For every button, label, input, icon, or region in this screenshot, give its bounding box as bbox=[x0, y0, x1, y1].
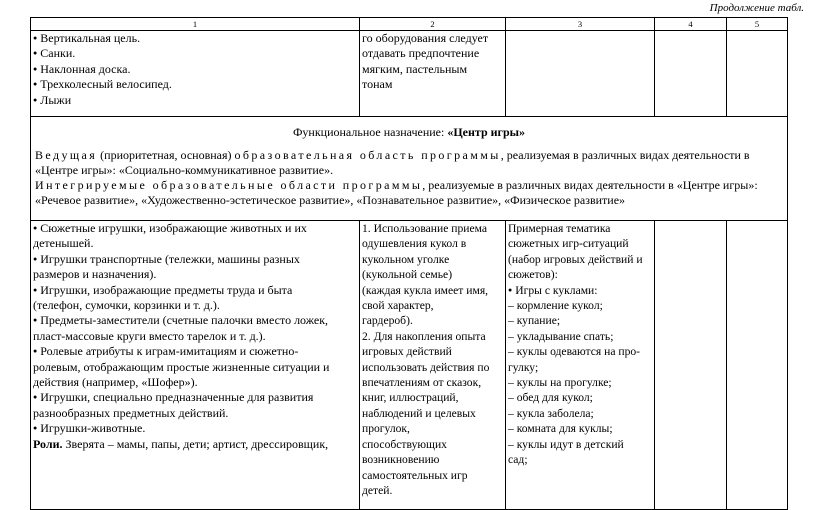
section-cell bbox=[31, 117, 788, 221]
text-line: гардероб). bbox=[362, 314, 413, 328]
list-item: ● Санки. bbox=[33, 46, 357, 61]
text-line: сюжетных игр-ситуаций bbox=[508, 237, 629, 251]
text-line: ● Предметы-заместители (счетные палочки вместо ложек, bbox=[33, 313, 357, 328]
bottom-row bbox=[31, 221, 788, 510]
text-line: ● Игрушки транспортные (тележки, машины разных bbox=[33, 252, 357, 267]
bottom-col-5-cell bbox=[727, 221, 788, 510]
text-line: 2. Для накопления опыта bbox=[362, 329, 486, 343]
continuation-label: Продолжение табл. bbox=[709, 2, 804, 14]
text-line: ● Сюжетные игрушки, изображающие животных и их bbox=[33, 221, 357, 236]
text-line: игровых действий bbox=[362, 345, 452, 359]
methods-list bbox=[362, 221, 503, 498]
text-line: – обед для кукол; bbox=[508, 391, 593, 405]
list-item: ● Лыжи bbox=[33, 93, 357, 108]
text-line: (каждая кукла имеет имя, bbox=[362, 283, 489, 297]
text-line: ● Ролевые атрибуты к играм-имитациям и сюжетно- bbox=[33, 344, 357, 359]
equipment-table bbox=[30, 17, 788, 510]
text-line: ● Игрушки-животные. bbox=[33, 421, 357, 436]
text-line: 1. Использование приема bbox=[362, 222, 488, 235]
header-col-4: 4 bbox=[655, 18, 727, 31]
integrated-areas-paragraph: Интегрируемые образовательные области программы, реализуемые в различных видах деятельности в «Центре игры»: «Речевое развитие», «Художественно-эстетическое развитие», «Познавательное развитие», «Физическое развитие» bbox=[35, 178, 758, 207]
text-line: (набор игровых действий и bbox=[508, 252, 643, 266]
text-line: – кукла заболела; bbox=[508, 406, 594, 420]
text-line: мягким, пастельным bbox=[362, 61, 468, 76]
text-line: книг, иллюстраций, bbox=[362, 391, 459, 405]
text-line: детенышей. bbox=[33, 236, 94, 251]
themes-list bbox=[508, 221, 652, 468]
text-line: – купание; bbox=[508, 314, 561, 328]
top-notes-cell bbox=[360, 31, 506, 117]
text-line: разнообразных предметных действий. bbox=[33, 405, 229, 420]
text-line: действия (например, «Шофер»). bbox=[33, 375, 198, 390]
text-line: отдавать предпочтение bbox=[362, 46, 480, 61]
text-line: ролевым, отображающим простые жизненные ситуации и bbox=[33, 359, 330, 374]
text-line: наблюдений и целевых bbox=[362, 406, 476, 420]
top-col-3-cell bbox=[506, 31, 655, 117]
text-line: одушевления кукол в bbox=[362, 237, 467, 251]
top-row bbox=[31, 31, 788, 117]
list-item: ● Трехколесный велосипед. bbox=[33, 77, 357, 92]
section-row bbox=[31, 117, 788, 221]
text-line: – куклы одеваются на про- bbox=[508, 345, 641, 359]
text-line: – комната для куклы; bbox=[508, 422, 613, 436]
top-equipment-cell bbox=[31, 31, 360, 117]
list-item: ● Вертикальная цель. bbox=[33, 31, 357, 46]
bottom-themes-cell bbox=[506, 221, 655, 510]
text-line: Примерная тематика bbox=[508, 222, 611, 235]
text-line: свой характер, bbox=[362, 299, 434, 313]
text-line: впечатлениям от сказок, bbox=[362, 376, 482, 390]
text-line: сад; bbox=[508, 453, 528, 467]
text-line: сюжетов): bbox=[508, 268, 558, 282]
top-col-5-cell bbox=[727, 31, 788, 117]
text-line: тонам bbox=[362, 77, 393, 92]
text-line: пласт-массовые круги вместо тарелок и т. д.). bbox=[33, 328, 266, 343]
text-line: кукольном уголке bbox=[362, 252, 450, 266]
list-item: ● Наклонная доска. bbox=[33, 62, 357, 77]
bottom-methods-cell bbox=[360, 221, 506, 510]
header-col-3: 3 bbox=[506, 18, 655, 31]
top-col-4-cell bbox=[655, 31, 727, 117]
leading-area-paragraph: Ведущая (приоритетная, основная) образовательная область программы, реализуемая в различных видах деятельности в «Центре игры»: «Социально-коммуникативное развитие». bbox=[35, 148, 750, 177]
text-line: размеров и назначения). bbox=[33, 267, 157, 282]
text-line: – укладывание спать; bbox=[508, 329, 614, 343]
text-line: ● Игрушки, специально предназначенные для развития bbox=[33, 390, 357, 405]
roles-line: Роли. Зверята – мамы, папы, дети; артист, дрессировщик, bbox=[33, 436, 329, 451]
text-line: (кукольной семье) bbox=[362, 268, 453, 282]
equipment-list bbox=[33, 221, 357, 437]
text-line: использовать действия по bbox=[362, 360, 490, 374]
text-line: детей. bbox=[362, 483, 393, 497]
text-line: способствующих bbox=[362, 437, 447, 451]
bottom-col-4-cell bbox=[655, 221, 727, 510]
bottom-equipment-cell bbox=[31, 221, 360, 510]
text-line: прогулок, bbox=[362, 422, 410, 436]
text-line: (телефон, сумочки, корзинки и т. д.). bbox=[33, 298, 220, 313]
text-line: самостоятельных игр bbox=[362, 468, 468, 482]
text-line: возникновению bbox=[362, 453, 440, 467]
header-col-5: 5 bbox=[727, 18, 788, 31]
section-title: Функциональное назначение: «Центр игры» bbox=[292, 125, 526, 139]
text-line: – куклы на прогулке; bbox=[508, 376, 612, 390]
text-line: ● Игры с куклами: bbox=[508, 283, 652, 298]
text-line: ● Игрушки, изображающие предметы труда и быта bbox=[33, 283, 357, 298]
header-col-2: 2 bbox=[360, 18, 506, 31]
text-line: – кормление кукол; bbox=[508, 299, 603, 313]
text-line: го оборудования следует bbox=[362, 31, 489, 45]
header-row bbox=[31, 18, 788, 31]
text-line: гулку; bbox=[508, 360, 539, 374]
text-line: – куклы идут в детский bbox=[508, 437, 624, 451]
header-col-1: 1 bbox=[31, 18, 360, 31]
